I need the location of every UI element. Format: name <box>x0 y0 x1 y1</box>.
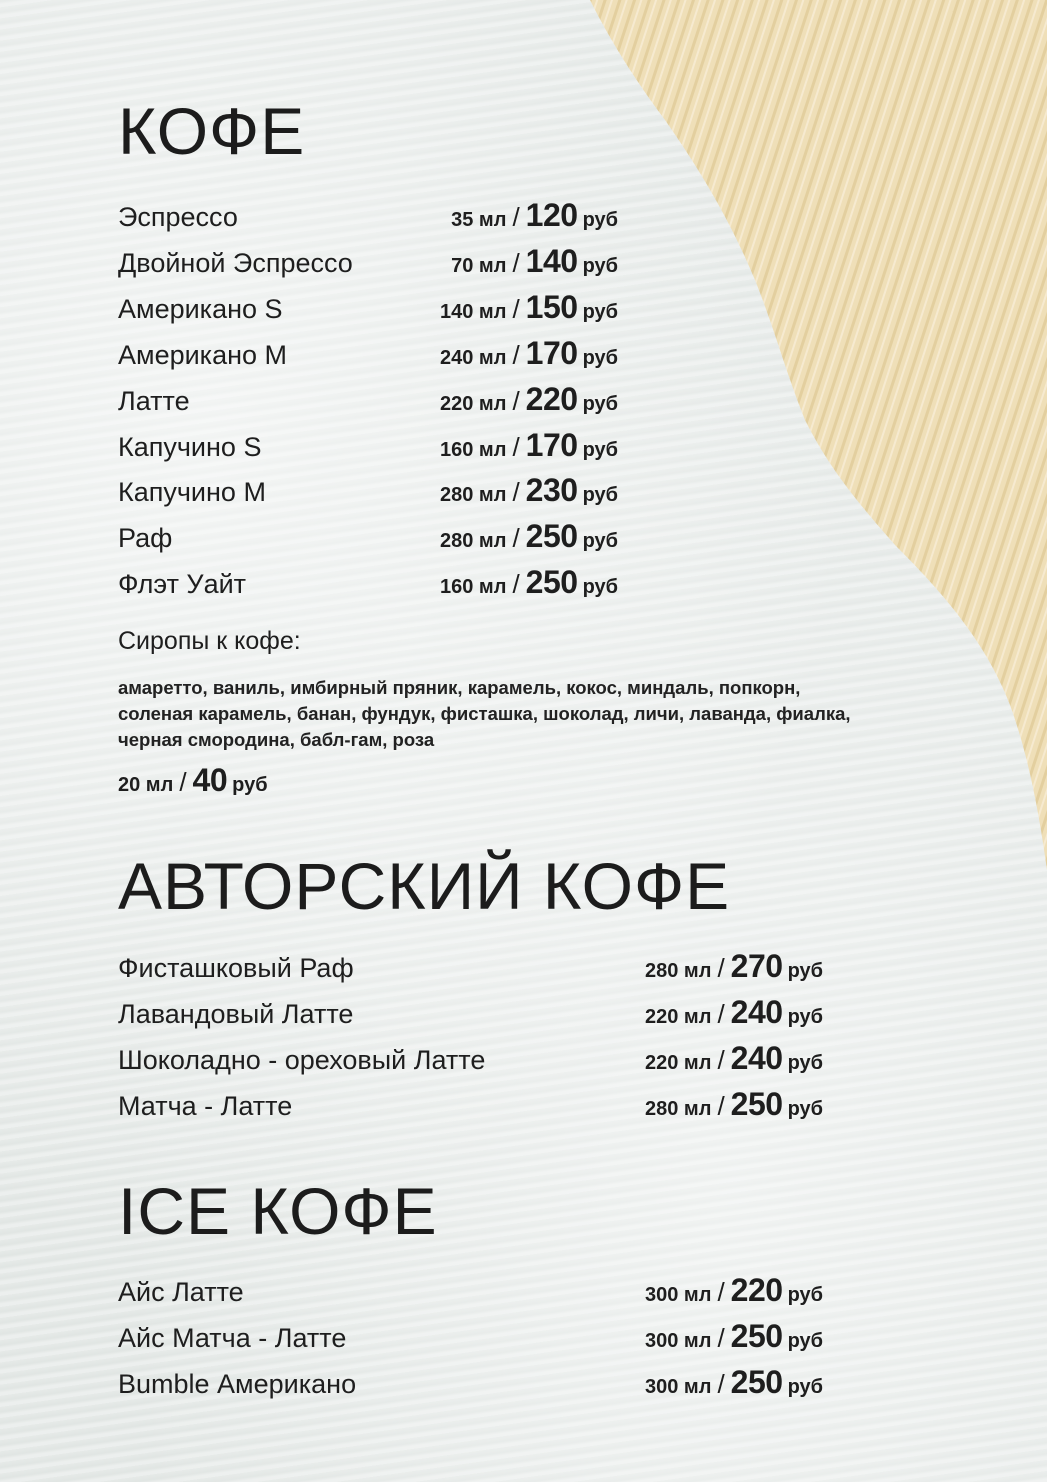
item-name: Капучино S <box>118 432 262 462</box>
menu-item <box>118 564 618 604</box>
item-price: 280 мл / 270 руб <box>645 948 823 984</box>
menu-item <box>118 197 618 237</box>
menu-item <box>118 1040 823 1080</box>
syrups-title: Сиропы к кофе: <box>118 627 301 655</box>
menu-item <box>118 381 618 421</box>
item-name: Раф <box>118 523 173 553</box>
item-price: 35 мл / 120 руб <box>451 197 618 233</box>
item-price: 220 мл / 220 руб <box>440 381 618 417</box>
item-price: 70 мл / 140 руб <box>451 243 618 279</box>
menu-item <box>118 518 618 558</box>
section-title-ice-coffee: ICE КОФЕ <box>118 1174 438 1248</box>
item-name: Шоколадно - ореховый Латте <box>118 1045 486 1075</box>
item-price: 300 мл / 250 руб <box>645 1364 823 1400</box>
item-price: 240 мл / 170 руб <box>440 335 618 371</box>
item-name: Лавандовый Латте <box>118 999 354 1029</box>
item-name: Матча - Латте <box>118 1091 293 1121</box>
item-price: 280 мл / 250 руб <box>645 1086 823 1122</box>
menu-item <box>118 1086 823 1126</box>
item-name: Айс Матча - Латте <box>118 1323 347 1353</box>
item-name: Флэт Уайт <box>118 569 247 599</box>
item-price: 160 мл / 250 руб <box>440 564 618 600</box>
section-title-coffee: КОФЕ <box>118 94 306 168</box>
item-name: Bumble Американо <box>118 1369 357 1399</box>
item-price: 140 мл / 150 руб <box>440 289 618 325</box>
menu-item <box>118 427 618 467</box>
item-price: 220 мл / 240 руб <box>645 994 823 1030</box>
item-name: Фисташковый Раф <box>118 953 354 983</box>
menu-item <box>118 289 618 329</box>
section-title-signature-coffee: АВТОРСКИЙ КОФЕ <box>118 849 731 923</box>
item-name: Капучино M <box>118 477 266 507</box>
item-name: Американо M <box>118 340 288 370</box>
item-name: Эспрессо <box>118 202 238 232</box>
item-price: 220 мл / 240 руб <box>645 1040 823 1076</box>
item-price: 280 мл / 230 руб <box>440 472 618 508</box>
menu-item <box>118 948 823 988</box>
item-price: 160 мл / 170 руб <box>440 427 618 463</box>
item-price: 280 мл / 250 руб <box>440 518 618 554</box>
item-name: Двойной Эспрессо <box>118 248 353 278</box>
menu-item <box>118 243 618 283</box>
menu-item <box>118 472 618 512</box>
menu-item <box>118 1364 823 1404</box>
menu-item <box>118 1272 823 1312</box>
menu-item <box>118 335 618 375</box>
item-price: 300 мл / 220 руб <box>645 1272 823 1308</box>
menu-item <box>118 1318 823 1358</box>
syrups-list: амаретто, ваниль, имбирный пряник, карамель, кокос, миндаль, попкорн, соленая карамель, банан, фундук, фисташка, шоколад, личи, лаванда, фиалка, черная смородина, бабл-гам, роза <box>118 677 851 750</box>
item-name: Айс Латте <box>118 1277 244 1307</box>
menu-item <box>118 994 823 1034</box>
item-name: Латте <box>118 386 190 416</box>
item-name: Американо S <box>118 294 283 324</box>
syrups-price: 20 мл / 40 руб <box>118 762 268 798</box>
item-price: 300 мл / 250 руб <box>645 1318 823 1354</box>
